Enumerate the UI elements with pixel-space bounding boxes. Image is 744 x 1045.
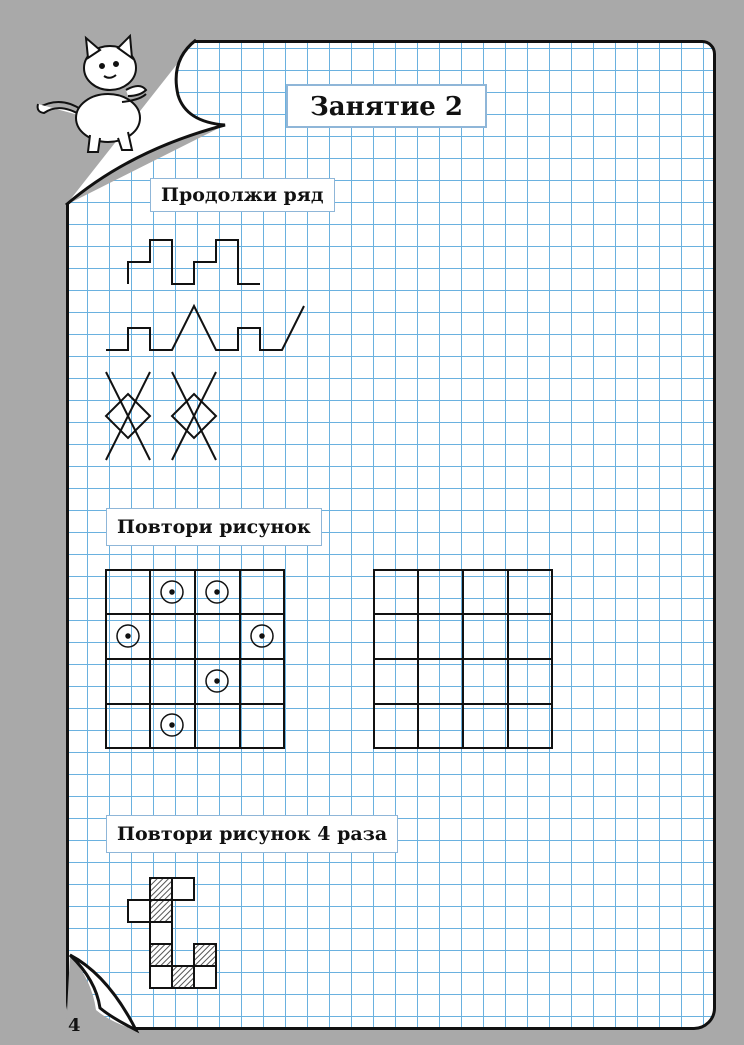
section-heading-repeat-drawing: Повтори рисунок — [106, 508, 322, 546]
pattern-row-3 — [106, 372, 216, 460]
section-heading-continue-row: Продолжи ряд — [150, 178, 335, 212]
pattern-row-1 — [128, 240, 260, 284]
page-number: 4 — [68, 1015, 81, 1036]
repeat-figure — [128, 878, 216, 988]
sample-grid — [106, 570, 284, 748]
section-heading-repeat-four-times: Повтори рисунок 4 раза — [106, 815, 398, 853]
pattern-row-2 — [106, 306, 304, 350]
answer-grid[interactable] — [374, 570, 552, 748]
lesson-title: Занятие 2 — [286, 84, 487, 128]
